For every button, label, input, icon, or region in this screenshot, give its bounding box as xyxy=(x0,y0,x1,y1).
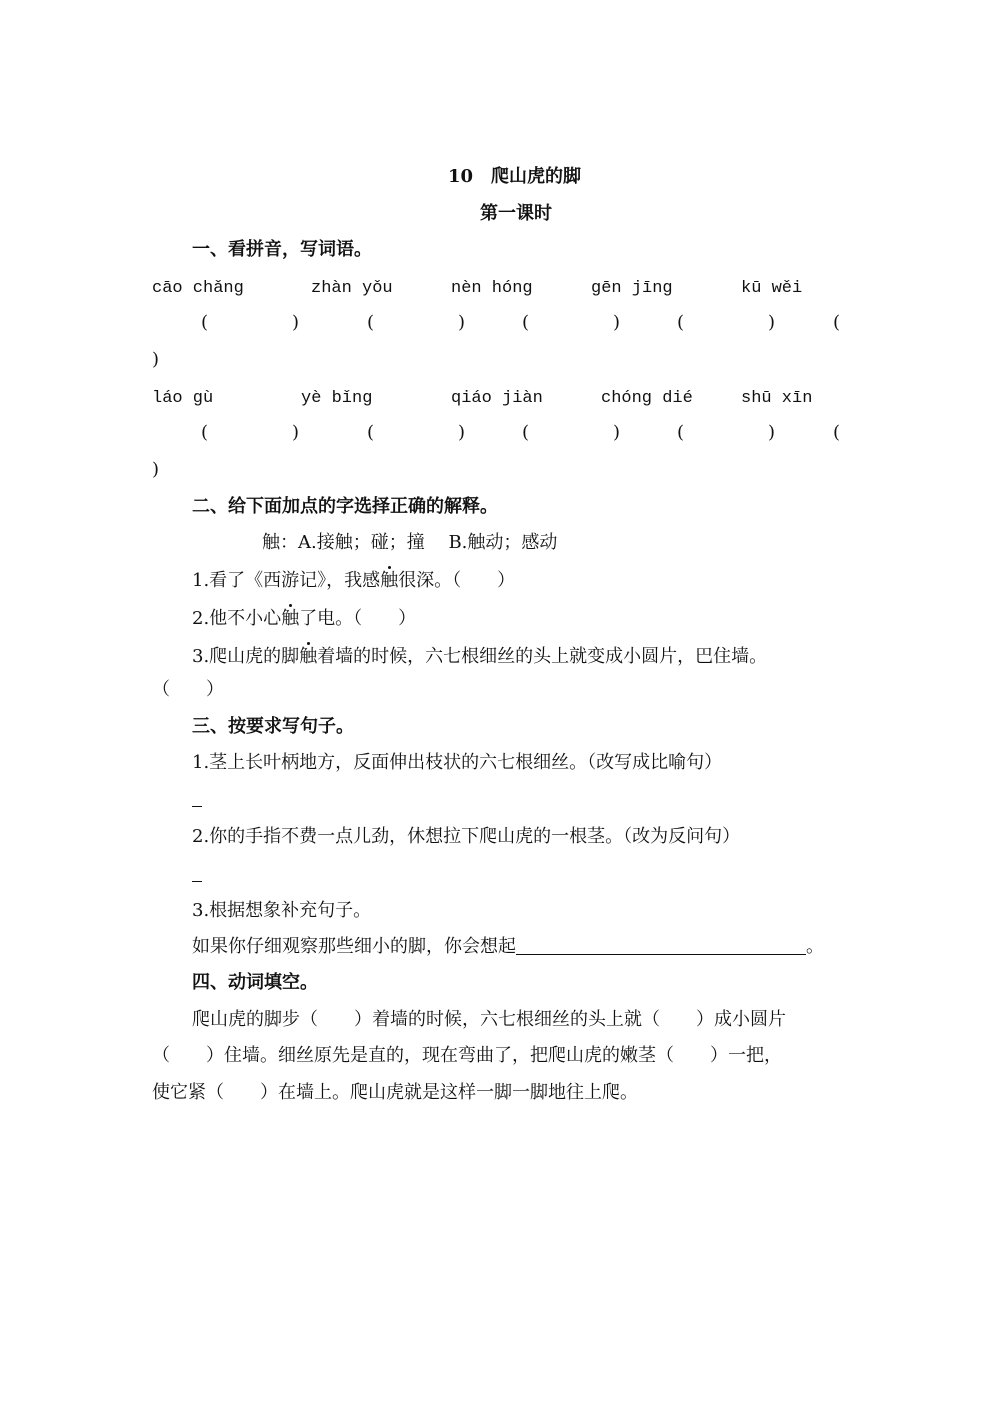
answer-paren-open: ( xyxy=(522,312,530,333)
question-3-3-sentence xyxy=(192,938,824,956)
section4-heading: 四、动词填空。 xyxy=(192,972,318,993)
pinyin-item: nèn hóng xyxy=(451,279,533,298)
pinyin-item: gēn jīng xyxy=(591,279,673,298)
answer-paren-open: ( xyxy=(367,312,375,333)
answer-paren-close: ) xyxy=(768,312,776,333)
question-text: 着墙的时候，六七根细丝的头上就变成小圆片，巴住墙。 xyxy=(317,646,768,667)
answer-paren-close: ) xyxy=(613,422,621,443)
answer-paren-close: ) xyxy=(458,422,466,443)
dotted-character: 触 xyxy=(299,646,318,667)
answer-paren-close: ) xyxy=(152,459,160,480)
answer-paren-open: ( xyxy=(833,422,841,443)
fill-verb-line: （ ）住墙。细丝原先是直的，现在弯曲了，把爬山虎的嫩茎（ ）一把， xyxy=(152,1045,782,1066)
pinyin-item: qiáo jiàn xyxy=(451,389,543,408)
pinyin-item: láo gù xyxy=(152,389,214,408)
question-2-3 xyxy=(192,648,767,666)
dotted-character: 触 xyxy=(380,570,399,591)
answer-paren-open: ( xyxy=(367,422,375,443)
pinyin-item: shū xīn xyxy=(741,389,813,408)
section3-heading: 三、按要求写句子。 xyxy=(192,716,354,737)
page-title: 10 爬山虎的脚 xyxy=(448,166,582,187)
answer-paren-close: ) xyxy=(152,349,160,370)
question-text: 1.看了《西游记》，我感 xyxy=(192,570,381,591)
answer-line xyxy=(192,881,202,882)
answer-paren-open: ( xyxy=(201,312,209,333)
answer-paren-open: ( xyxy=(833,312,841,333)
question-3-3: 3.根据想象补充句子。 xyxy=(192,900,372,921)
answer-paren-open: ( xyxy=(522,422,530,443)
question-text: 3.爬山虎的脚 xyxy=(192,646,300,667)
definition-line: 触：A.接触；碰；撞 B.触动；感动 xyxy=(262,532,558,553)
answer-paren-close: ) xyxy=(613,312,621,333)
question-2-2 xyxy=(192,610,416,628)
answer-line xyxy=(192,806,202,807)
pinyin-item: yè bǐng xyxy=(301,389,373,408)
section2-heading: 二、给下面加点的字选择正确的解释。 xyxy=(192,496,498,517)
question-text: 了电。（ ） xyxy=(299,608,417,629)
fill-in-blank xyxy=(516,954,806,955)
pinyin-item: cāo chǎng xyxy=(152,279,244,298)
answer-paren-open: ( xyxy=(677,312,685,333)
answer-paren-close: ) xyxy=(292,422,300,443)
answer-paren-close: ) xyxy=(458,312,466,333)
fill-verb-line: 爬山虎的脚步（ ）着墙的时候，六七根细丝的头上就（ ）成小圆片 xyxy=(192,1009,786,1030)
question-text: 很深。（ ） xyxy=(398,570,516,591)
question-2-1 xyxy=(192,572,515,590)
dotted-character: 触 xyxy=(281,608,300,629)
section1-heading: 一、看拼音，写词语。 xyxy=(192,239,372,260)
answer-paren-open: ( xyxy=(677,422,685,443)
question-text: 2.他不小心 xyxy=(192,608,282,629)
pinyin-item: chóng dié xyxy=(601,389,693,408)
pinyin-item: kū wěi xyxy=(741,279,803,298)
answer-paren-close: ) xyxy=(768,422,776,443)
fill-verb-line: 使它紧（ ）在墙上。爬山虎就是这样一脚一脚地往上爬。 xyxy=(152,1082,638,1103)
answer-paren-open: ( xyxy=(201,422,209,443)
question-2-3-answer: （ ） xyxy=(152,679,224,700)
sentence-end: 。 xyxy=(806,936,824,957)
lesson-subtitle: 第一课时 xyxy=(480,203,552,224)
sentence-text: 如果你仔细观察那些细小的脚，你会想起 xyxy=(192,936,516,957)
question-3-2: 2.你的手指不费一点儿劲，休想拉下爬山虎的一根茎。（改为反问句） xyxy=(192,826,741,847)
question-3-1: 1.茎上长叶柄地方，反面伸出枝状的六七根细丝。（改写成比喻句） xyxy=(192,752,723,773)
answer-paren-close: ) xyxy=(292,312,300,333)
pinyin-item: zhàn yǒu xyxy=(311,279,393,298)
